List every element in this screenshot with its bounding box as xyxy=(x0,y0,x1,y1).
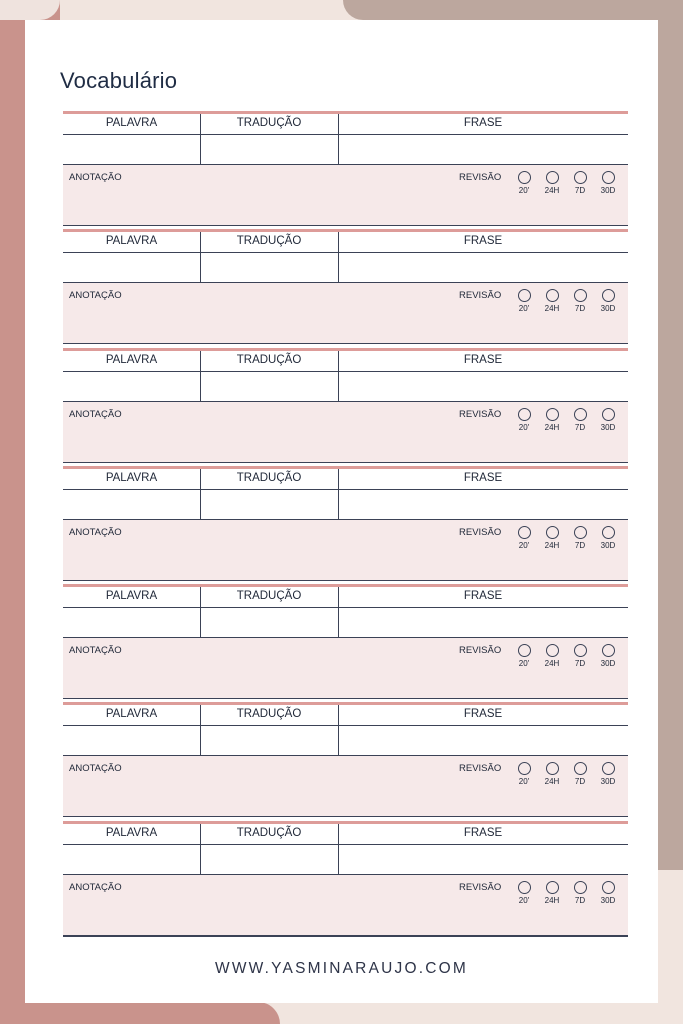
review-interval-label: 20' xyxy=(518,304,530,314)
entry-bottom-rule xyxy=(63,580,628,581)
review-checkbox[interactable] xyxy=(546,289,559,302)
translation-column-header: TRADUÇÃO xyxy=(236,235,302,248)
note-area xyxy=(63,756,628,816)
translation-column-header: TRADUÇÃO xyxy=(236,471,302,484)
review-interval-label: 7D xyxy=(574,186,586,195)
word-column-header: PALAVRA xyxy=(105,117,158,129)
review-checkbox[interactable] xyxy=(546,762,559,775)
header-rule xyxy=(63,725,628,726)
review-interval-label: 7D xyxy=(574,540,586,550)
review-interval-label: 7D xyxy=(574,777,586,787)
vocabulary-entry xyxy=(63,111,628,229)
sentence-column-header: FRASE xyxy=(463,590,503,603)
review-interval-label: 24H xyxy=(544,186,560,195)
review-checkbox[interactable] xyxy=(546,408,559,421)
review-checkbox[interactable] xyxy=(518,408,531,421)
review-interval-label: 7D xyxy=(574,422,586,432)
note-area xyxy=(63,520,628,580)
header-rule xyxy=(63,489,628,490)
translation-column-header: TRADUÇÃO xyxy=(236,708,302,721)
review-interval-label: 7D xyxy=(574,304,586,314)
word-column-header: PALAVRA xyxy=(105,708,158,721)
review-interval-label: 30D xyxy=(600,422,616,432)
word-column-header: PALAVRA xyxy=(105,826,158,839)
review-interval-label: 30D xyxy=(600,304,616,314)
review-interval-label: 30D xyxy=(600,895,616,905)
entry-accent-line xyxy=(63,229,628,232)
vocabulary-entry xyxy=(63,702,628,820)
review-interval-label: 7D xyxy=(574,895,586,905)
note-area xyxy=(63,875,628,935)
review-checkbox[interactable] xyxy=(602,762,615,775)
translation-column-header: TRADUÇÃO xyxy=(236,353,302,366)
header-rule xyxy=(63,252,628,253)
background-top-right-band xyxy=(343,0,683,20)
review-interval-label: 24H xyxy=(544,422,560,432)
review-checkbox[interactable] xyxy=(602,289,615,302)
review-checkbox[interactable] xyxy=(574,408,587,421)
note-area xyxy=(63,283,628,343)
review-label: REVISÃO xyxy=(459,290,502,302)
review-interval-label: 30D xyxy=(600,540,616,550)
entry-accent-line xyxy=(63,466,628,469)
background-bottom-left-band xyxy=(0,1002,280,1024)
vocabulary-entries xyxy=(63,111,628,939)
page-title: Vocabulário xyxy=(60,68,178,93)
sentence-column-header: FRASE xyxy=(463,235,503,248)
entry-bottom-rule xyxy=(63,343,628,344)
entry-bottom-rule xyxy=(63,225,628,226)
review-checkbox[interactable] xyxy=(518,171,531,184)
entry-accent-line xyxy=(63,584,628,587)
review-checkbox[interactable] xyxy=(602,644,615,657)
note-label: ANOTAÇÃO xyxy=(69,526,122,538)
review-checkbox[interactable] xyxy=(518,881,531,894)
review-checkbox[interactable] xyxy=(574,171,587,184)
review-interval-label: 20' xyxy=(518,422,530,432)
entry-bottom-rule xyxy=(63,698,628,699)
translation-column-header: TRADUÇÃO xyxy=(236,826,302,839)
entry-accent-line xyxy=(63,821,628,824)
note-label: ANOTAÇÃO xyxy=(69,881,122,893)
header-rule xyxy=(63,844,628,845)
word-column-header: PALAVRA xyxy=(105,590,158,603)
review-interval-label: 20' xyxy=(518,895,530,905)
word-column-header: PALAVRA xyxy=(105,471,158,484)
review-interval-label: 20' xyxy=(518,659,530,669)
background-right-band xyxy=(657,0,683,870)
entry-accent-line xyxy=(63,702,628,705)
header-rule xyxy=(63,371,628,372)
review-checkbox[interactable] xyxy=(602,526,615,539)
entry-accent-line xyxy=(63,111,628,114)
review-label: REVISÃO xyxy=(459,408,502,420)
review-interval-label: 24H xyxy=(544,540,560,550)
note-label: ANOTAÇÃO xyxy=(69,763,122,775)
review-interval-label: 7D xyxy=(574,659,586,669)
review-checkbox[interactable] xyxy=(518,526,531,539)
review-label: REVISÃO xyxy=(459,763,502,775)
sentence-column-header: FRASE xyxy=(463,708,503,721)
sentence-column-header: FRASE xyxy=(463,826,503,839)
review-checkbox[interactable] xyxy=(574,762,587,775)
review-checkbox[interactable] xyxy=(518,762,531,775)
vocabulary-entry xyxy=(63,584,628,702)
review-checkbox[interactable] xyxy=(546,881,559,894)
note-label: ANOTAÇÃO xyxy=(69,172,122,183)
sentence-column-header: FRASE xyxy=(463,471,503,484)
review-checkbox[interactable] xyxy=(546,526,559,539)
bottom-rule xyxy=(63,936,628,937)
entry-bottom-rule xyxy=(63,816,628,817)
review-label: REVISÃO xyxy=(459,526,502,538)
note-area xyxy=(63,402,628,462)
translation-column-header: TRADUÇÃO xyxy=(236,590,302,603)
review-interval-label: 30D xyxy=(600,186,616,195)
planner-page xyxy=(25,20,658,1003)
sentence-column-header: FRASE xyxy=(463,353,503,366)
note-area xyxy=(63,638,628,698)
review-checkbox[interactable] xyxy=(574,289,587,302)
review-interval-label: 20' xyxy=(518,186,530,195)
review-checkbox[interactable] xyxy=(574,644,587,657)
review-checkbox[interactable] xyxy=(518,644,531,657)
entry-accent-line xyxy=(63,348,628,351)
review-interval-label: 24H xyxy=(544,895,560,905)
word-column-header: PALAVRA xyxy=(105,235,158,248)
vocabulary-entry xyxy=(63,821,628,939)
note-label: ANOTAÇÃO xyxy=(69,408,122,420)
note-area xyxy=(63,165,628,225)
review-label: REVISÃO xyxy=(459,645,502,657)
entry-bottom-rule xyxy=(63,462,628,463)
vocabulary-entry xyxy=(63,348,628,466)
review-label: REVISÃO xyxy=(459,881,502,893)
review-label: REVISÃO xyxy=(459,172,502,183)
review-interval-label: 20' xyxy=(518,777,530,787)
review-checkbox[interactable] xyxy=(574,526,587,539)
review-checkbox[interactable] xyxy=(602,171,615,184)
footer-url: WWW.YASMINARAUJO.COM xyxy=(215,960,468,977)
review-checkbox[interactable] xyxy=(518,289,531,302)
translation-column-header: TRADUÇÃO xyxy=(236,117,302,129)
review-checkbox[interactable] xyxy=(602,881,615,894)
review-interval-label: 24H xyxy=(544,304,560,314)
word-column-header: PALAVRA xyxy=(105,353,158,366)
header-rule xyxy=(63,134,628,135)
sentence-column-header: FRASE xyxy=(463,117,503,129)
review-interval-label: 24H xyxy=(544,777,560,787)
review-checkbox[interactable] xyxy=(546,644,559,657)
vocabulary-entry xyxy=(63,466,628,584)
review-checkbox[interactable] xyxy=(546,171,559,184)
note-label: ANOTAÇÃO xyxy=(69,645,122,657)
header-rule xyxy=(63,607,628,608)
review-checkbox[interactable] xyxy=(574,881,587,894)
review-checkbox[interactable] xyxy=(602,408,615,421)
review-interval-label: 24H xyxy=(544,659,560,669)
vocabulary-entry xyxy=(63,229,628,347)
review-interval-label: 20' xyxy=(518,540,530,550)
review-interval-label: 30D xyxy=(600,777,616,787)
review-interval-label: 30D xyxy=(600,659,616,669)
note-label: ANOTAÇÃO xyxy=(69,290,122,302)
